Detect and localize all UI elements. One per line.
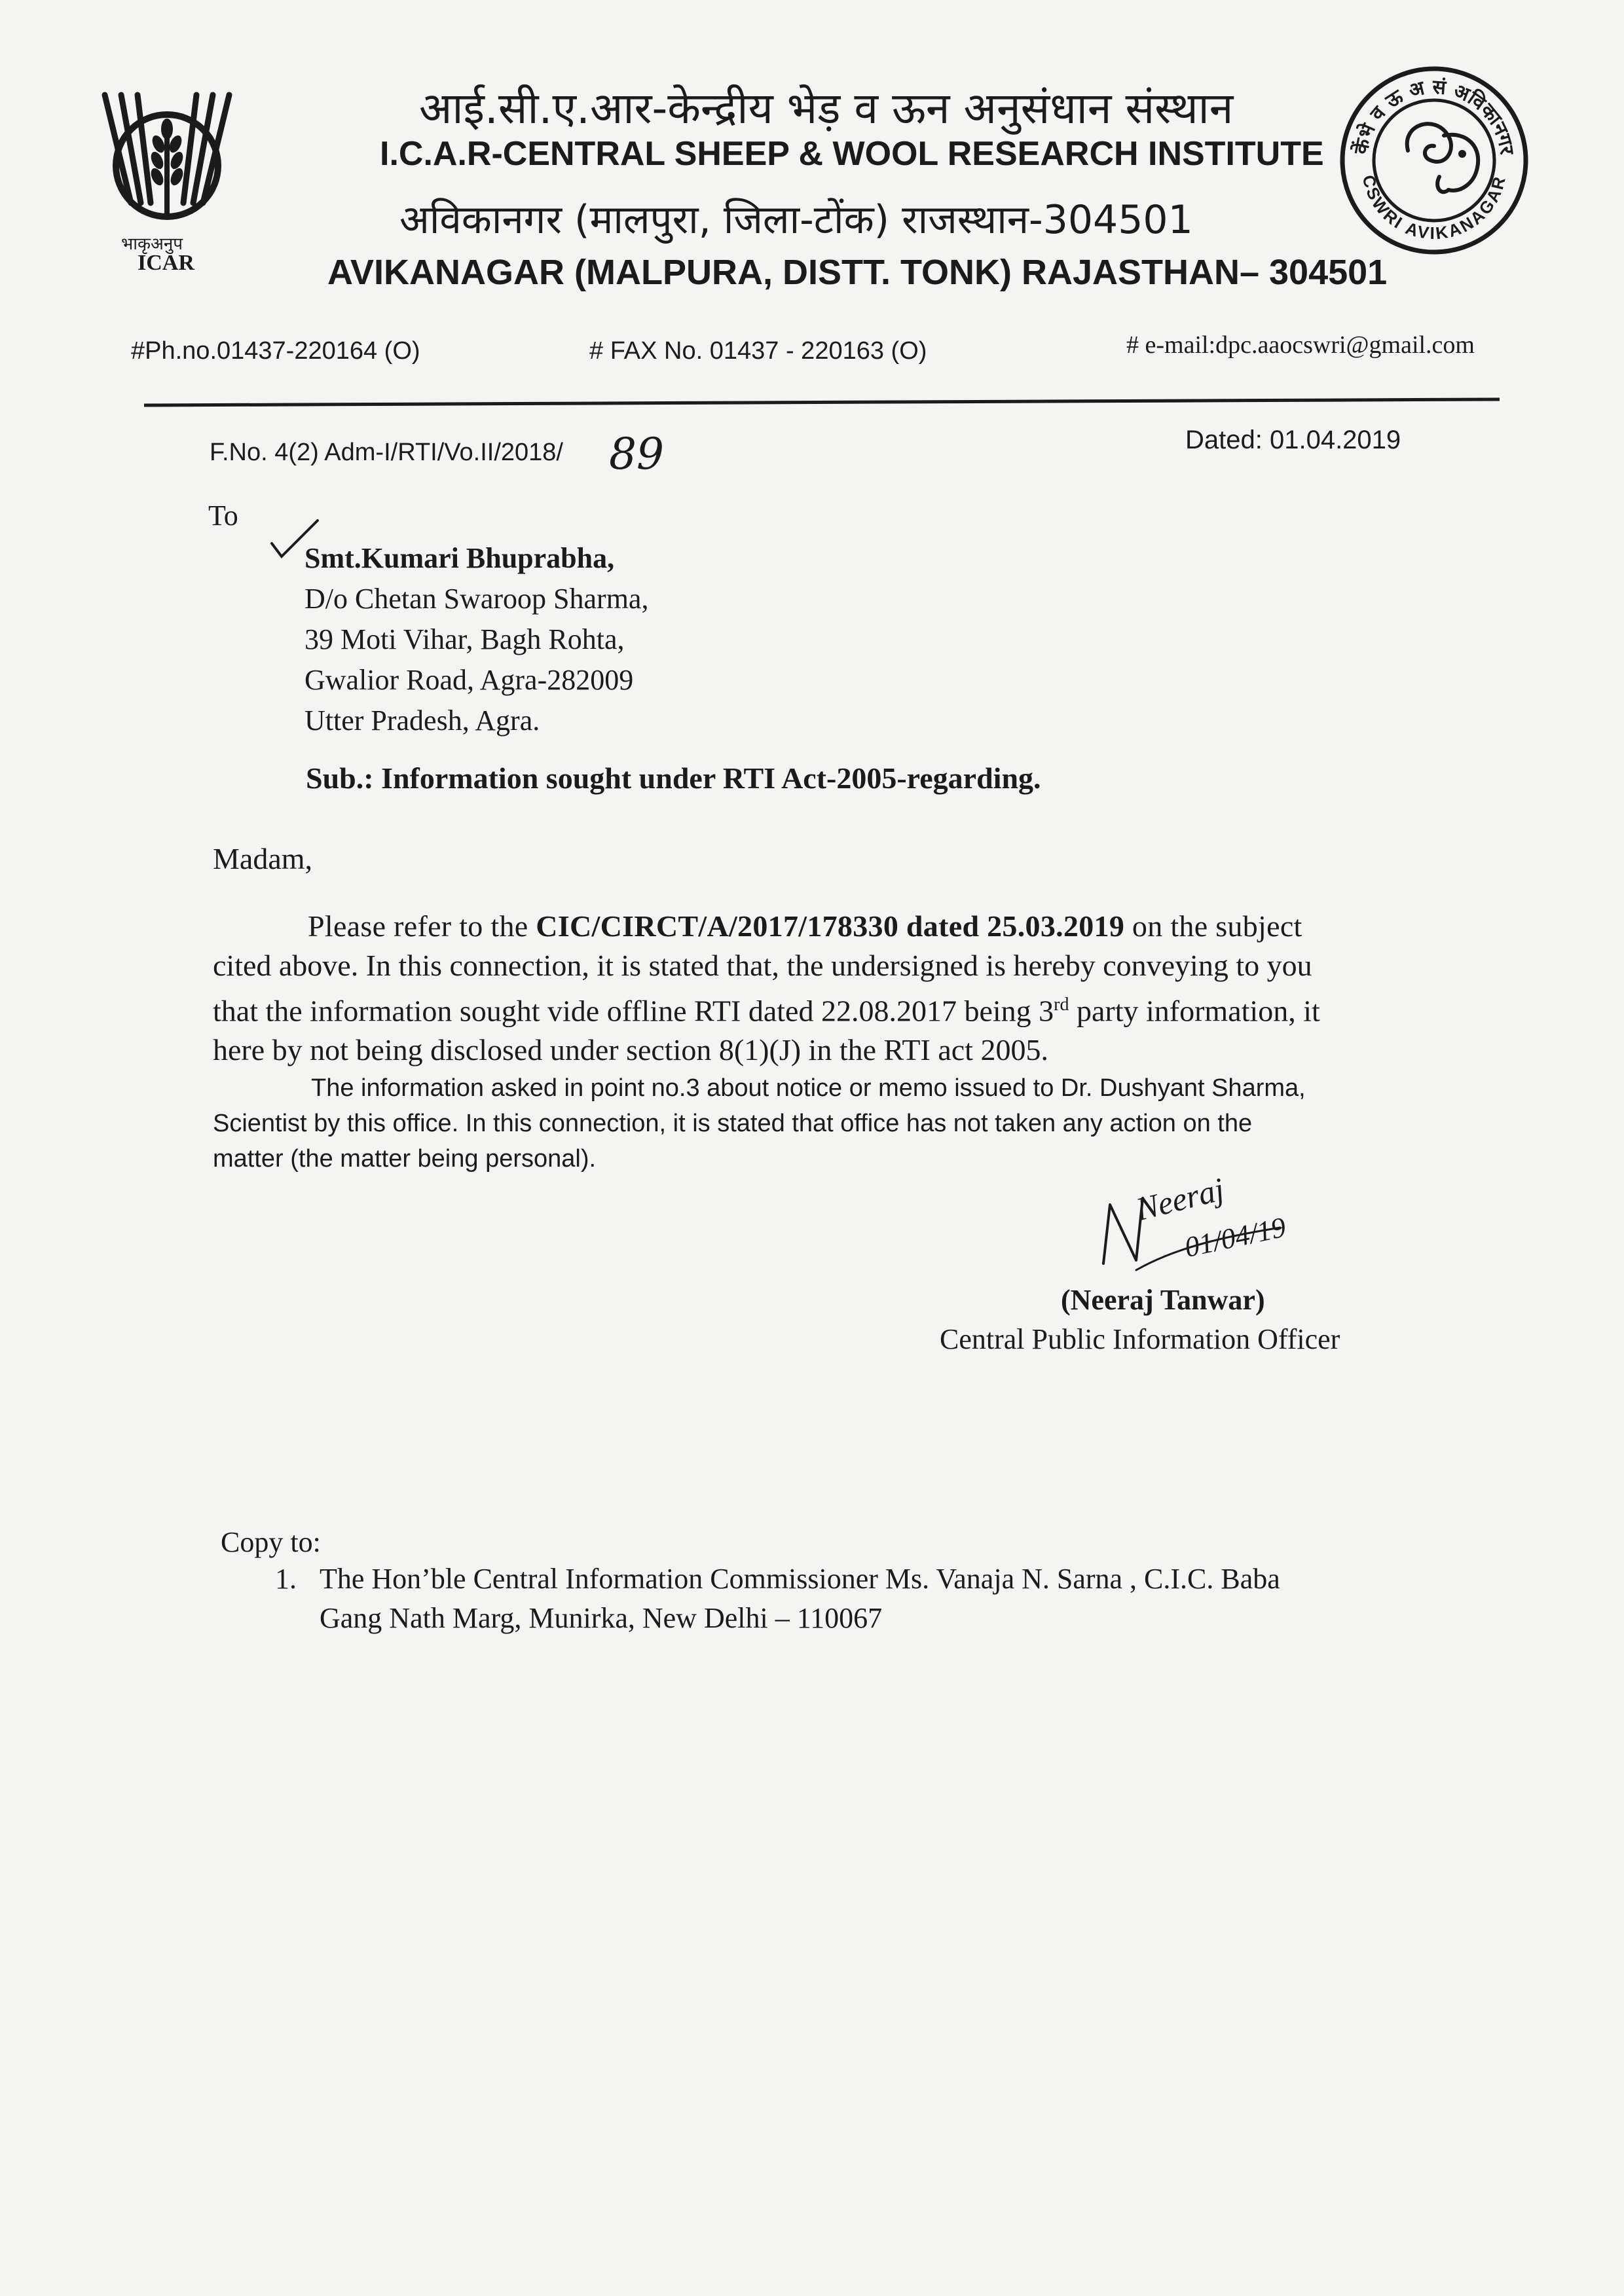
handwritten-signature [1090,1172,1326,1283]
para2-line-1: The information asked in point no.3 about notice or memo issued to Dr. Dushyant Sharma, [311,1074,1306,1102]
signature-date-handwritten: 01/04/19 [1181,1211,1289,1264]
recipient-line-4: Utter Pradesh, Agra. [304,704,540,737]
copy-to-label: Copy to: [221,1526,321,1558]
institute-address-hindi: अविकानगर (मालपुरा, जिला-टोंक) राजस्थान-304501 [399,197,1193,243]
copy-item-number: 1. [275,1563,297,1595]
icar-logo-caption: ICAR [138,251,194,275]
letter-date: Dated: 01.04.2019 [1185,426,1401,454]
institute-name-english: I.C.A.R-CENTRAL SHEEP & WOOL RESEARCH INSTITUTE [380,135,1324,173]
institute-address-english: AVIKANAGAR (MALPURA, DISTT. TONK) RAJASTHAN– 304501 [327,253,1388,292]
para1-line-2: cited above. In this connection, it is stated that, the undersigned is hereby conveying to you [213,949,1312,982]
copy-item-line-1: The Hon’ble Central Information Commissioner Ms. Vanaja N. Sarna , C.I.C. Baba [320,1563,1280,1595]
para1-reference: CIC/CIRCT/A/2017/178330 dated 25.03.2019 [536,909,1125,943]
para1-text: on the subject [1124,909,1302,943]
seal-text-bottom: CSWRI AVIKANAGAR [1358,173,1510,244]
recipient-address [304,538,648,741]
subject-line: Sub.: Information sought under RTI Act-2005-regarding. [306,761,1041,795]
para1-text: party information, it [1069,994,1320,1028]
recipient-line-3: Gwalior Road, Agra-282009 [304,664,634,696]
recipient-name: Smt.Kumari Bhuprabha, [304,542,615,574]
fax-number: # FAX No. 01437 - 220163 (O) [589,337,927,365]
copy-item-line-2: Gang Nath Marg, Munirka, New Delhi – 110067 [320,1602,883,1634]
para2-line-2: Scientist by this office. In this connection, it is stated that office has not taken any action on the [213,1110,1253,1137]
to-label: To [208,500,238,532]
icar-logo-caption-hindi: भाकृअनुप [121,234,183,254]
signature-name-handwritten: Neeraj [1132,1170,1228,1228]
wheat-emblem-icon [92,88,242,239]
file-number: F.No. 4(2) Adm-I/RTI/Vo.II/2018/ [210,439,563,466]
recipient-line-1: D/o Chetan Swaroop Sharma, [304,583,649,615]
body-paragraph-2 [213,1070,1450,1176]
ram-seal-icon [1336,62,1532,259]
email-address: # e-mail:dpc.aaocswri@gmail.com [1126,331,1475,359]
body-paragraph-1 [213,907,1444,1070]
icar-logo [92,88,242,278]
para2-line-3: matter (the matter being personal). [213,1145,597,1173]
cswri-seal [1336,62,1532,259]
para1-text: that the information sought vide offline RTI dated 22.08.2017 being 3 [213,994,1054,1028]
signatory-designation: Central Public Information Officer [940,1323,1340,1355]
phone-number: #Ph.no.01437-220164 (O) [131,337,420,365]
header-divider [144,397,1500,407]
salutation: Madam, [213,842,313,875]
para1-line-4: here by not being disclosed under section 8(1)(J) in the RTI act 2005. [213,1033,1048,1067]
recipient-line-2: 39 Moti Vihar, Bagh Rohta, [304,623,625,655]
signatory-name: (Neeraj Tanwar) [1061,1284,1265,1316]
seal-text-top: केंभे व ऊ अ सं अविकानगर [1350,75,1519,156]
para1-superscript: rd [1054,994,1069,1015]
file-number-handwritten: 89 [609,429,664,479]
institute-name-hindi: आई.सी.ए.आर-केन्द्रीय भेड़ व ऊन अनुसंधान संस्थान [419,83,1234,134]
para1-text: Please refer to the [308,909,536,943]
